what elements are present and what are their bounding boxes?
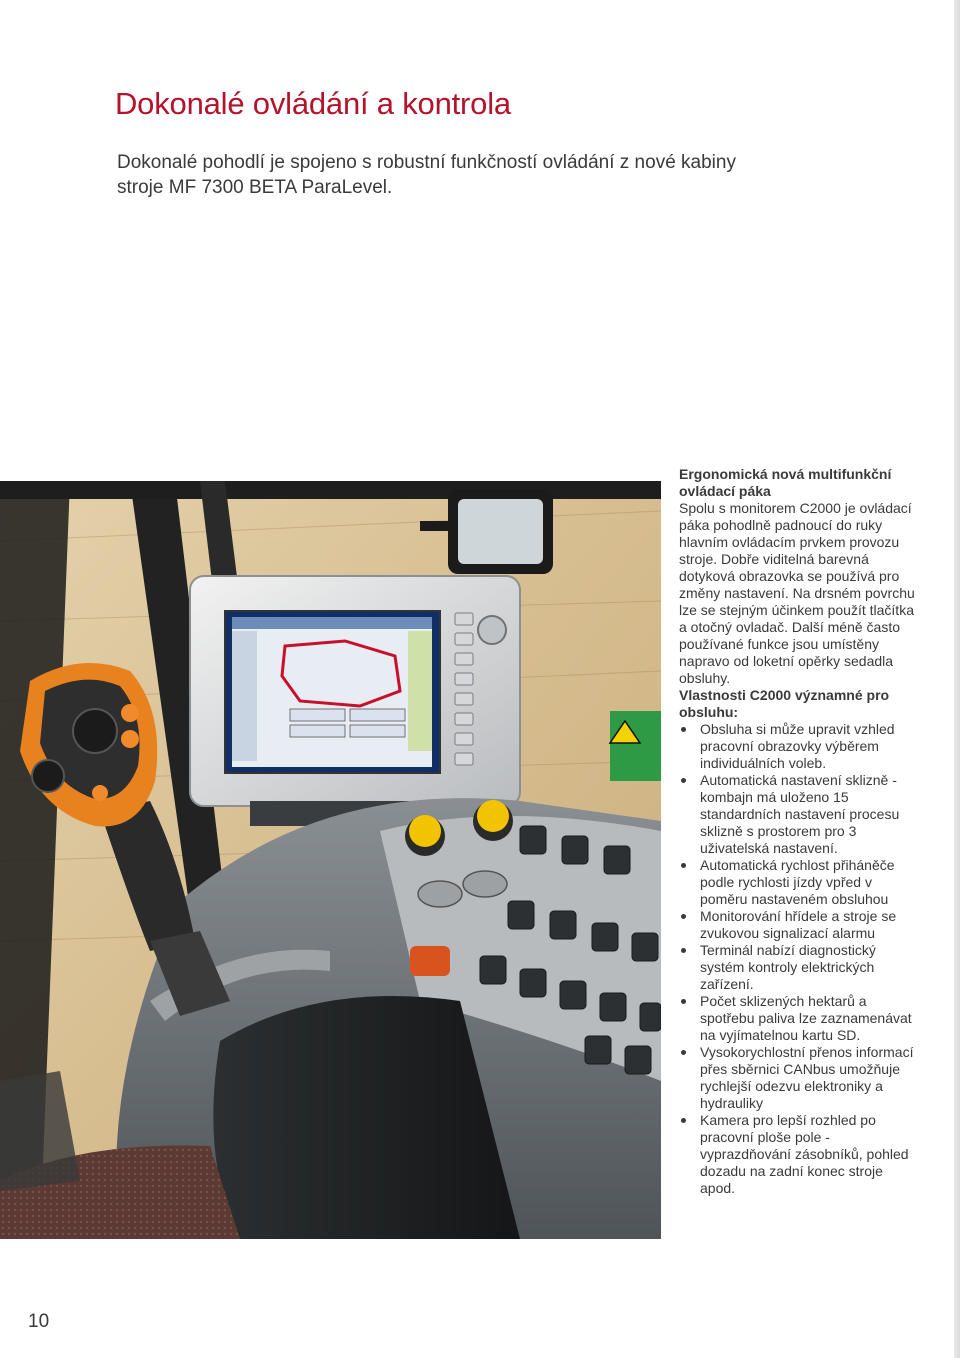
sidebar-heading: Ergonomická nová multifunkční ovládací páka [679,466,892,499]
page-number: 10 [28,1311,50,1332]
list-item: Počet sklizených hektarů a spotřebu paliva lze zaznamenávat na vyjímatelnou kartu SD. [679,993,919,1044]
list-item: Vysokorychlostní přenos informací přes sběrnici CANbus umožňuje rychlejší odezvu elektroniky a hydrauliky [679,1044,919,1112]
sidebar-text [679,466,919,1197]
page-edge-strip [954,0,960,1358]
warning-sticker-icon [610,711,661,781]
page-subtitle: Dokonalé pohodlí je spojeno s robustní funkčností ovládání z nové kabiny stroje MF 7300 BETA ParaLevel. [117,152,736,198]
list-item: Terminál nabízí diagnostický systém kontroly elektrických zařízení. [679,942,919,993]
c2000-monitor [190,576,520,826]
page-title: Dokonalé ovládání a kontrola [115,86,511,121]
list-item: Automatická nastavení sklizně - kombajn má uloženo 15 standardních nastavení procesu sklizně s prostorem pro 3 uživatelská nastavení. [679,772,919,857]
list-item: Obsluha si může upravit vzhled pracovní obrazovky výběrem individuálních voleb. [679,721,919,772]
cab-roof-bar [0,481,661,499]
list-item: Kamera pro lepší rozhled po pracovní ploše pole - vyprazdňování zásobníků, pohled dozadu na zadní konec stroje apod. [679,1112,919,1197]
cab-photo [0,481,661,1239]
orange-switch-icon [410,946,450,976]
features-list [679,721,919,1197]
sidebar-body: Spolu s monitorem C2000 je ovládací páka pohodlně padnoucí do ruky hlavním ovládacím prvkem provozu stroje. Dobře viditelná barevná dotyková obrazovka se používá pro změny nastavení. Na drsném povrchu lze se stejným účinkem použít tlačítka a otočný ovladač. Další méně často používané funkce jsou umístěny napravo od loketní opěrky sedadla obsluhy. [679,500,915,686]
list-item: Monitorování hřídele a stroje se zvukovou signalizací alarmu [679,908,919,942]
rotary-knob-icon [478,616,506,644]
features-heading: Vlastnosti C2000 významné pro obsluhu: [679,687,890,720]
list-item: Automatická rychlost přiháněče podle rychlosti jízdy vpřed v poměru nastaveném obsluhou [679,857,919,908]
